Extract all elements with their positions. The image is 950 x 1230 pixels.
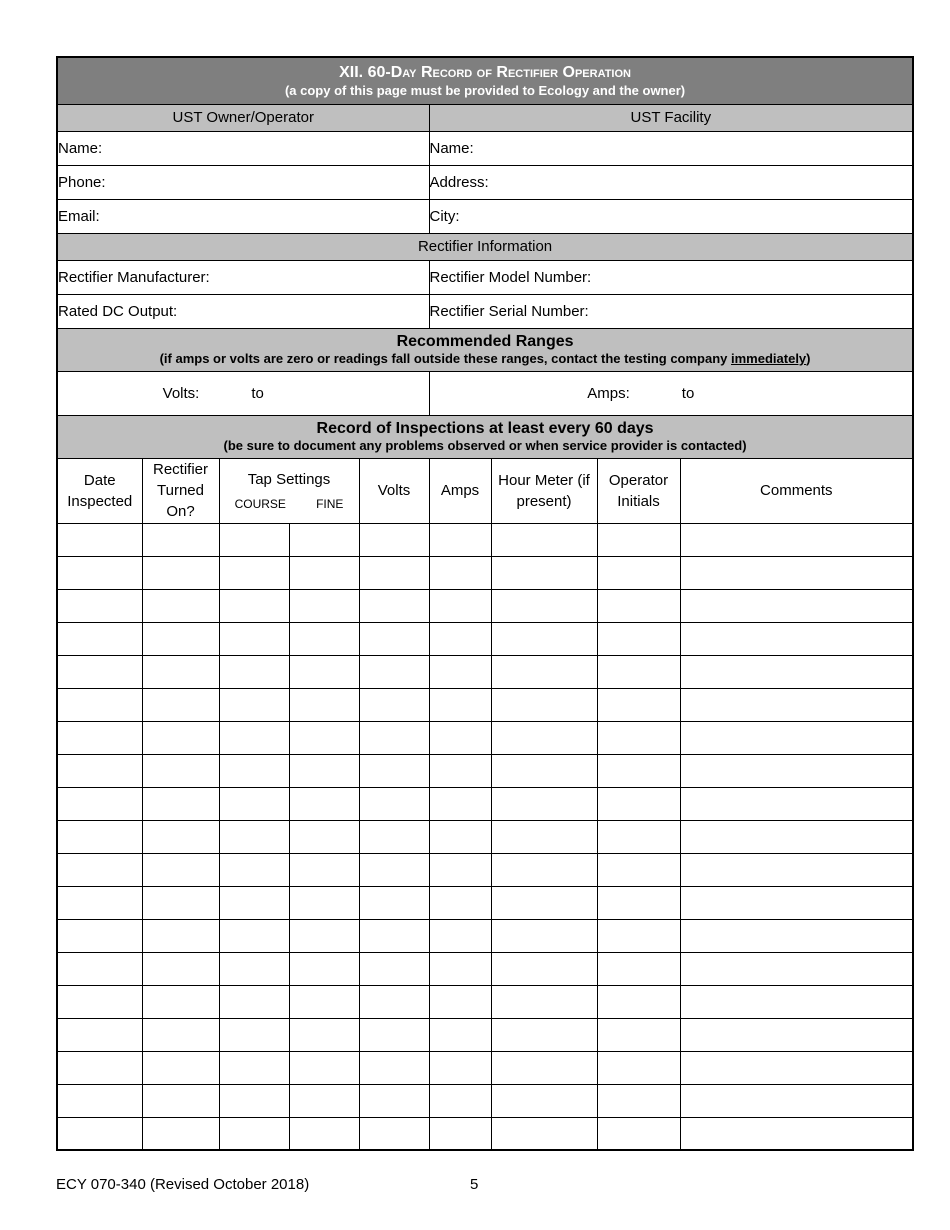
comments-cell[interactable] bbox=[680, 556, 913, 589]
turned-on-cell[interactable] bbox=[142, 853, 219, 886]
course-cell[interactable] bbox=[219, 523, 289, 556]
ranges-heading-cell bbox=[57, 328, 913, 371]
amps-cell[interactable] bbox=[429, 1117, 491, 1150]
initials-cell[interactable] bbox=[597, 754, 680, 787]
fine-cell[interactable] bbox=[289, 523, 359, 556]
amps-cell[interactable] bbox=[429, 985, 491, 1018]
col-rectifier-turned-on: Rectifier Turned On? bbox=[142, 458, 219, 523]
ranges-note-emphasis: immediately bbox=[731, 351, 807, 367]
initials-cell[interactable] bbox=[597, 721, 680, 754]
date-cell[interactable] bbox=[57, 919, 142, 952]
date-cell[interactable] bbox=[57, 1117, 142, 1150]
hour-meter-cell[interactable] bbox=[491, 754, 597, 787]
volts-cell[interactable] bbox=[359, 1018, 429, 1051]
comments-cell[interactable] bbox=[680, 820, 913, 853]
record-row bbox=[57, 886, 913, 919]
record-row bbox=[57, 556, 913, 589]
col-comments: Comments bbox=[680, 458, 913, 523]
facility-name-field[interactable]: Name: bbox=[429, 131, 913, 165]
course-cell[interactable] bbox=[219, 820, 289, 853]
amps-cell[interactable] bbox=[429, 787, 491, 820]
date-cell[interactable] bbox=[57, 787, 142, 820]
fine-cell[interactable] bbox=[289, 985, 359, 1018]
initials-cell[interactable] bbox=[597, 589, 680, 622]
fine-cell[interactable] bbox=[289, 556, 359, 589]
facility-address-field[interactable]: Address: bbox=[429, 165, 913, 199]
turned-on-cell[interactable] bbox=[142, 1084, 219, 1117]
comments-cell[interactable] bbox=[680, 853, 913, 886]
fine-cell[interactable] bbox=[289, 919, 359, 952]
amps-label: Amps: bbox=[587, 384, 630, 402]
rectifier-heading: Rectifier Information bbox=[57, 233, 913, 260]
volts-cell[interactable] bbox=[359, 886, 429, 919]
date-cell[interactable] bbox=[57, 655, 142, 688]
comments-cell[interactable] bbox=[680, 655, 913, 688]
volts-cell[interactable] bbox=[359, 754, 429, 787]
volts-range-field[interactable] bbox=[57, 371, 429, 415]
initials-cell[interactable] bbox=[597, 688, 680, 721]
comments-cell[interactable] bbox=[680, 622, 913, 655]
record-heading: Record of Inspections at least every 60 days bbox=[316, 420, 654, 438]
amps-cell[interactable] bbox=[429, 853, 491, 886]
amps-range-field[interactable] bbox=[429, 371, 913, 415]
hour-meter-cell[interactable] bbox=[491, 523, 597, 556]
tap-fine-label: FINE bbox=[316, 496, 344, 511]
course-cell[interactable] bbox=[219, 589, 289, 622]
amps-cell[interactable] bbox=[429, 754, 491, 787]
amps-cell[interactable] bbox=[429, 589, 491, 622]
owner-name-field[interactable]: Name: bbox=[57, 131, 429, 165]
record-row bbox=[57, 985, 913, 1018]
initials-cell[interactable] bbox=[597, 622, 680, 655]
record-row bbox=[57, 1117, 913, 1150]
comments-cell[interactable] bbox=[680, 1018, 913, 1051]
turned-on-cell[interactable] bbox=[142, 820, 219, 853]
rectifier-serial-field[interactable]: Rectifier Serial Number: bbox=[429, 294, 913, 328]
comments-cell[interactable] bbox=[680, 1051, 913, 1084]
date-cell[interactable] bbox=[57, 523, 142, 556]
col-date-inspected: Date Inspected bbox=[57, 458, 142, 523]
hour-meter-cell[interactable] bbox=[491, 1084, 597, 1117]
ranges-note bbox=[58, 351, 912, 367]
record-rows bbox=[57, 523, 913, 1150]
initials-cell[interactable] bbox=[597, 853, 680, 886]
comments-cell[interactable] bbox=[680, 919, 913, 952]
date-cell[interactable] bbox=[57, 1084, 142, 1117]
rectifier-record-form bbox=[56, 56, 914, 1151]
comments-cell[interactable] bbox=[680, 688, 913, 721]
form-id: ECY 070-340 (Revised October 2018) bbox=[56, 1176, 310, 1193]
record-row bbox=[57, 919, 913, 952]
course-cell[interactable] bbox=[219, 556, 289, 589]
date-cell[interactable] bbox=[57, 853, 142, 886]
date-cell[interactable] bbox=[57, 622, 142, 655]
fine-cell[interactable] bbox=[289, 655, 359, 688]
comments-cell[interactable] bbox=[680, 721, 913, 754]
initials-cell[interactable] bbox=[597, 1051, 680, 1084]
record-heading-cell bbox=[57, 415, 913, 458]
volts-cell[interactable] bbox=[359, 523, 429, 556]
party-heading-row bbox=[57, 104, 913, 131]
record-row bbox=[57, 820, 913, 853]
fine-cell[interactable] bbox=[289, 886, 359, 919]
amps-cell[interactable] bbox=[429, 688, 491, 721]
turned-on-cell[interactable] bbox=[142, 787, 219, 820]
hour-meter-cell[interactable] bbox=[491, 622, 597, 655]
fine-cell[interactable] bbox=[289, 589, 359, 622]
course-cell[interactable] bbox=[219, 721, 289, 754]
hour-meter-cell[interactable] bbox=[491, 820, 597, 853]
volts-cell[interactable] bbox=[359, 853, 429, 886]
turned-on-cell[interactable] bbox=[142, 655, 219, 688]
initials-cell[interactable] bbox=[597, 985, 680, 1018]
record-row bbox=[57, 523, 913, 556]
ranges-row bbox=[57, 371, 913, 415]
amps-cell[interactable] bbox=[429, 919, 491, 952]
tap-course-label: COURSE bbox=[234, 496, 286, 511]
record-row bbox=[57, 952, 913, 985]
volts-cell[interactable] bbox=[359, 820, 429, 853]
initials-cell[interactable] bbox=[597, 919, 680, 952]
col-volts: Volts bbox=[359, 458, 429, 523]
turned-on-cell[interactable] bbox=[142, 1018, 219, 1051]
initials-cell[interactable] bbox=[597, 952, 680, 985]
fine-cell[interactable] bbox=[289, 787, 359, 820]
record-column-headers bbox=[57, 458, 913, 523]
date-cell[interactable] bbox=[57, 754, 142, 787]
hour-meter-cell[interactable] bbox=[491, 688, 597, 721]
record-row bbox=[57, 721, 913, 754]
hour-meter-cell[interactable] bbox=[491, 589, 597, 622]
course-cell[interactable] bbox=[219, 622, 289, 655]
amps-cell[interactable] bbox=[429, 556, 491, 589]
ranges-note-after: ) bbox=[806, 351, 811, 367]
volts-cell[interactable] bbox=[359, 1084, 429, 1117]
amps-cell[interactable] bbox=[429, 820, 491, 853]
amps-cell[interactable] bbox=[429, 1018, 491, 1051]
col-operator-initials: Operator Initials bbox=[597, 458, 680, 523]
amps-cell[interactable] bbox=[429, 622, 491, 655]
record-row bbox=[57, 1084, 913, 1117]
volts-cell[interactable] bbox=[359, 1117, 429, 1150]
turned-on-cell[interactable] bbox=[142, 952, 219, 985]
volts-cell[interactable] bbox=[359, 688, 429, 721]
page-number: 5 bbox=[470, 1176, 479, 1193]
hour-meter-cell[interactable] bbox=[491, 787, 597, 820]
fine-cell[interactable] bbox=[289, 1084, 359, 1117]
turned-on-cell[interactable] bbox=[142, 754, 219, 787]
fine-cell[interactable] bbox=[289, 754, 359, 787]
amps-cell[interactable] bbox=[429, 886, 491, 919]
owner-heading: UST Owner/Operator bbox=[57, 104, 429, 131]
record-row bbox=[57, 1051, 913, 1084]
turned-on-cell[interactable] bbox=[142, 919, 219, 952]
volts-cell[interactable] bbox=[359, 919, 429, 952]
hour-meter-cell[interactable] bbox=[491, 985, 597, 1018]
comments-cell[interactable] bbox=[680, 787, 913, 820]
volts-cell[interactable] bbox=[359, 1051, 429, 1084]
phone-address-row bbox=[57, 165, 913, 199]
turned-on-cell[interactable] bbox=[142, 721, 219, 754]
amps-cell[interactable] bbox=[429, 721, 491, 754]
record-heading-row bbox=[57, 415, 913, 458]
course-cell[interactable] bbox=[219, 886, 289, 919]
hour-meter-cell[interactable] bbox=[491, 556, 597, 589]
volts-cell[interactable] bbox=[359, 721, 429, 754]
hour-meter-cell[interactable] bbox=[491, 1051, 597, 1084]
turned-on-cell[interactable] bbox=[142, 985, 219, 1018]
record-row bbox=[57, 787, 913, 820]
course-cell[interactable] bbox=[219, 985, 289, 1018]
fine-cell[interactable] bbox=[289, 952, 359, 985]
course-cell[interactable] bbox=[219, 1018, 289, 1051]
rated-output-field[interactable]: Rated DC Output: bbox=[57, 294, 429, 328]
fine-cell[interactable] bbox=[289, 853, 359, 886]
course-cell[interactable] bbox=[219, 1051, 289, 1084]
fine-cell[interactable] bbox=[289, 721, 359, 754]
record-row bbox=[57, 853, 913, 886]
amps-cell[interactable] bbox=[429, 952, 491, 985]
initials-cell[interactable] bbox=[597, 787, 680, 820]
turned-on-cell[interactable] bbox=[142, 1117, 219, 1150]
turned-on-cell[interactable] bbox=[142, 886, 219, 919]
record-row bbox=[57, 1018, 913, 1051]
comments-cell[interactable] bbox=[680, 1117, 913, 1150]
hour-meter-cell[interactable] bbox=[491, 886, 597, 919]
rectifier-row-1 bbox=[57, 260, 913, 294]
initials-cell[interactable] bbox=[597, 1018, 680, 1051]
volts-label: Volts: bbox=[162, 384, 200, 402]
hour-meter-cell[interactable] bbox=[491, 853, 597, 886]
facility-city-field[interactable]: City: bbox=[429, 199, 913, 233]
amps-cell[interactable] bbox=[429, 655, 491, 688]
initials-cell[interactable] bbox=[597, 886, 680, 919]
fine-cell[interactable] bbox=[289, 1051, 359, 1084]
turned-on-cell[interactable] bbox=[142, 622, 219, 655]
volts-cell[interactable] bbox=[359, 985, 429, 1018]
comments-cell[interactable] bbox=[680, 754, 913, 787]
turned-on-cell[interactable] bbox=[142, 556, 219, 589]
email-city-row bbox=[57, 199, 913, 233]
turned-on-cell[interactable] bbox=[142, 1051, 219, 1084]
comments-cell[interactable] bbox=[680, 523, 913, 556]
hour-meter-cell[interactable] bbox=[491, 1018, 597, 1051]
fine-cell[interactable] bbox=[289, 622, 359, 655]
course-cell[interactable] bbox=[219, 952, 289, 985]
volts-to-label: to bbox=[251, 384, 264, 402]
col-hour-meter: Hour Meter (if present) bbox=[491, 458, 597, 523]
course-cell[interactable] bbox=[219, 1117, 289, 1150]
initials-cell[interactable] bbox=[597, 1084, 680, 1117]
date-cell[interactable] bbox=[57, 820, 142, 853]
date-cell[interactable] bbox=[57, 952, 142, 985]
rectifier-model-field[interactable]: Rectifier Model Number: bbox=[429, 260, 913, 294]
comments-cell[interactable] bbox=[680, 952, 913, 985]
record-row bbox=[57, 589, 913, 622]
record-row bbox=[57, 754, 913, 787]
fine-cell[interactable] bbox=[289, 820, 359, 853]
turned-on-cell[interactable] bbox=[142, 523, 219, 556]
ranges-heading: Recommended Ranges bbox=[396, 333, 574, 351]
volts-cell[interactable] bbox=[359, 952, 429, 985]
volts-cell[interactable] bbox=[359, 655, 429, 688]
hour-meter-cell[interactable] bbox=[491, 721, 597, 754]
date-cell[interactable] bbox=[57, 556, 142, 589]
date-cell[interactable] bbox=[57, 721, 142, 754]
initials-cell[interactable] bbox=[597, 556, 680, 589]
date-cell[interactable] bbox=[57, 589, 142, 622]
form-title: XII. 60-Day Record of Rectifier Operation bbox=[339, 64, 631, 82]
hour-meter-cell[interactable] bbox=[491, 952, 597, 985]
ranges-heading-row bbox=[57, 328, 913, 371]
date-cell[interactable] bbox=[57, 886, 142, 919]
col-amps: Amps bbox=[429, 458, 491, 523]
record-row bbox=[57, 655, 913, 688]
fine-cell[interactable] bbox=[289, 1117, 359, 1150]
name-row bbox=[57, 131, 913, 165]
course-cell[interactable] bbox=[219, 853, 289, 886]
comments-cell[interactable] bbox=[680, 1084, 913, 1117]
facility-heading: UST Facility bbox=[429, 104, 913, 131]
volts-cell[interactable] bbox=[359, 622, 429, 655]
course-cell[interactable] bbox=[219, 787, 289, 820]
course-cell[interactable] bbox=[219, 919, 289, 952]
record-row bbox=[57, 622, 913, 655]
volts-cell[interactable] bbox=[359, 556, 429, 589]
col-tap-settings bbox=[219, 458, 359, 523]
comments-cell[interactable] bbox=[680, 886, 913, 919]
amps-cell[interactable] bbox=[429, 1084, 491, 1117]
date-cell[interactable] bbox=[57, 1018, 142, 1051]
rectifier-heading-row bbox=[57, 233, 913, 260]
course-cell[interactable] bbox=[219, 1084, 289, 1117]
owner-email-field[interactable]: Email: bbox=[57, 199, 429, 233]
hour-meter-cell[interactable] bbox=[491, 1117, 597, 1150]
fine-cell[interactable] bbox=[289, 1018, 359, 1051]
course-cell[interactable] bbox=[219, 688, 289, 721]
comments-cell[interactable] bbox=[680, 589, 913, 622]
hour-meter-cell[interactable] bbox=[491, 919, 597, 952]
ranges-note-before: (if amps or volts are zero or readings fall outside these ranges, contact the testing company bbox=[159, 351, 732, 367]
volts-cell[interactable] bbox=[359, 589, 429, 622]
record-subheading: (be sure to document any problems observed or when service provider is contacted) bbox=[223, 438, 747, 454]
record-row bbox=[57, 688, 913, 721]
fine-cell[interactable] bbox=[289, 688, 359, 721]
date-cell[interactable] bbox=[57, 985, 142, 1018]
rectifier-row-2 bbox=[57, 294, 913, 328]
turned-on-cell[interactable] bbox=[142, 589, 219, 622]
turned-on-cell[interactable] bbox=[142, 688, 219, 721]
amps-to-label: to bbox=[681, 384, 695, 402]
date-cell[interactable] bbox=[57, 688, 142, 721]
course-cell[interactable] bbox=[219, 655, 289, 688]
form-title-cell bbox=[57, 57, 913, 104]
form-subtitle: (a copy of this page must be provided to Ecology and the owner) bbox=[284, 82, 686, 98]
date-cell[interactable] bbox=[57, 1051, 142, 1084]
amps-cell[interactable] bbox=[429, 1051, 491, 1084]
initials-cell[interactable] bbox=[597, 655, 680, 688]
initials-cell[interactable] bbox=[597, 1117, 680, 1150]
rectifier-manufacturer-field[interactable]: Rectifier Manufacturer: bbox=[57, 260, 429, 294]
comments-cell[interactable] bbox=[680, 985, 913, 1018]
tap-settings-label: Tap Settings bbox=[247, 470, 331, 488]
form-title-row bbox=[57, 57, 913, 104]
course-cell[interactable] bbox=[219, 754, 289, 787]
hour-meter-cell[interactable] bbox=[491, 655, 597, 688]
initials-cell[interactable] bbox=[597, 523, 680, 556]
volts-cell[interactable] bbox=[359, 787, 429, 820]
amps-cell[interactable] bbox=[429, 523, 491, 556]
owner-phone-field[interactable]: Phone: bbox=[57, 165, 429, 199]
initials-cell[interactable] bbox=[597, 820, 680, 853]
